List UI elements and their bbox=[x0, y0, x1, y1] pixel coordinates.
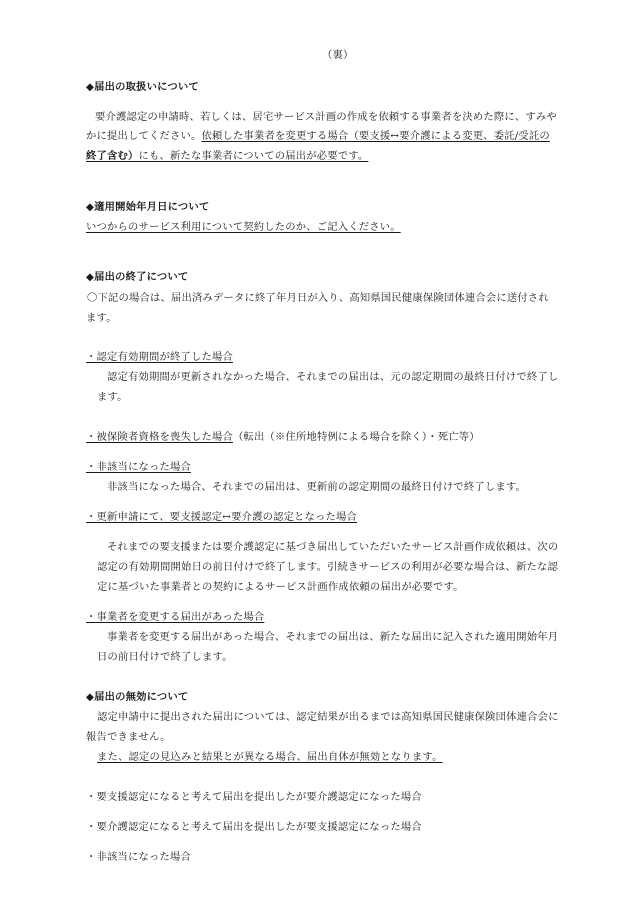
handling-line-2 bbox=[86, 131, 550, 141]
handling-line-1: 要介護認定の申請時、若しくは、居宅サービス計画の作成を依頼する事業者を決めた際に、すみや bbox=[95, 111, 557, 123]
case-3-title: ・非該当になった場合 bbox=[86, 461, 191, 473]
case-1-line-1: 認定有効期間が更新されなかった場合、それまでの届出は、元の認定期間の最終日付けで終了し bbox=[107, 371, 559, 383]
case-5-title: ・事業者を変更する届出があった場合 bbox=[86, 611, 265, 623]
case-2-title: ・被保険者資格を喪失した場合 bbox=[86, 431, 233, 443]
section-heading-start-date: ◆適用開始年月日について bbox=[86, 201, 210, 213]
case-4-line-1: それまでの要支援または要介護認定に基づき届出していただいたサービス計画作成依頼は、次の bbox=[107, 541, 559, 553]
case-3-line-1: 非該当になった場合、それまでの届出は、更新前の認定期間の最終日付けで終了します。 bbox=[107, 481, 527, 493]
termination-line-1: 〇下記の場合は、届出済みデータに終了年月日が入り、高知県国民健康保険団体連合会に送付され bbox=[87, 292, 549, 304]
case-2-note: （転出（※住所地特例による場合を除く）・死亡等） bbox=[232, 431, 480, 443]
case-4-line-3: 定に基づいた事業者との契約によるサービス計画作成依頼の届出が必要です。 bbox=[97, 581, 464, 593]
handling-line-2-plain: かに提出してください。 bbox=[86, 130, 202, 142]
case-5-line-1: 事業者を変更する届出があった場合、それまでの届出は、新たな届出に記入された適用開始年月 bbox=[107, 631, 559, 643]
case-1-title: ・認定有効期間が終了した場合 bbox=[86, 351, 233, 363]
page-label: （裏） bbox=[322, 49, 354, 61]
handling-line-2-underlined: 依頼した事業者を変更する場合（要支援↔要介護による変更、委託/受託の bbox=[201, 130, 550, 142]
invalidation-line-1: 認定申請中に提出された届出については、認定結果が出るまでは高知県国民健康保険団体連合会に bbox=[97, 711, 559, 723]
case-4-line-2: 認定の有効期間開始日の前日付けで終了します。引続きサービスの利用が必要な場合は、新たな認 bbox=[97, 561, 559, 573]
case-5-line-2: 日の前日付けで終了します。 bbox=[97, 651, 233, 663]
termination-line-2: ます。 bbox=[86, 312, 117, 324]
handling-line-3 bbox=[86, 151, 368, 161]
handling-line-3-rest: にも、新たな事業者についての届出が必要です。 bbox=[138, 150, 369, 162]
handling-line-3-bold: 終了含む） bbox=[86, 150, 139, 162]
section-heading-invalidation: ◆届出の無効について bbox=[86, 691, 189, 703]
invalidation-bullet-3: ・非該当になった場合 bbox=[86, 851, 191, 863]
section-heading-termination: ◆届出の終了について bbox=[86, 271, 189, 283]
section-heading-handling: ◆届出の取扱いについて bbox=[86, 81, 199, 93]
invalidation-line-2: 報告できません。 bbox=[86, 731, 171, 743]
start-date-line-1: いつからのサービス利用について契約したのか、ご記入ください。 bbox=[86, 221, 401, 233]
invalidation-line-3: また、認定の見込みと結果とが異なる場合、届出自体が無効となります。 bbox=[97, 751, 443, 763]
case-1-line-2: ます。 bbox=[97, 391, 128, 403]
invalidation-bullet-2: ・要介護認定になると考えて届出を提出したが要支援認定になった場合 bbox=[86, 821, 422, 833]
case-4-title: ・更新申請にて、要支援認定↔要介護の認定となった場合 bbox=[86, 511, 358, 523]
case-2 bbox=[86, 432, 480, 442]
invalidation-bullet-1: ・要支援認定になると考えて届出を提出したが要介護認定になった場合 bbox=[86, 791, 422, 803]
